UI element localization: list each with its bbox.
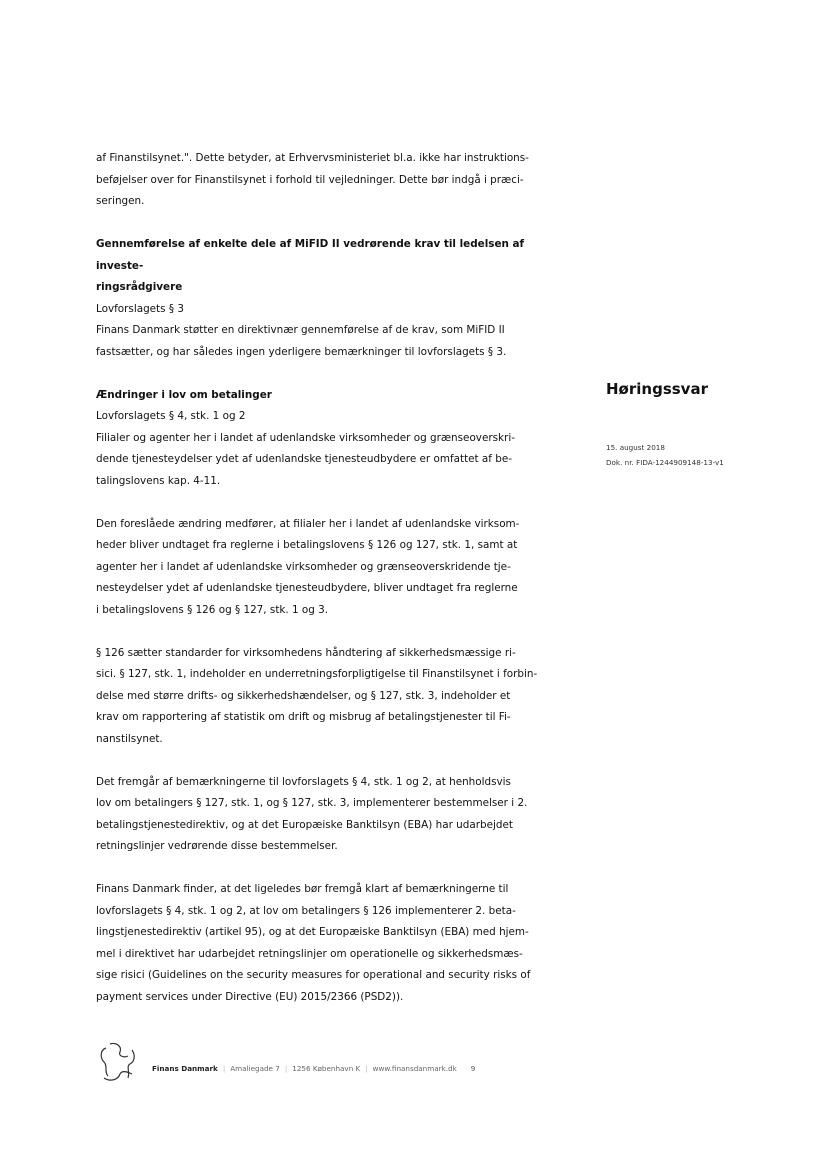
body-line: lovforslagets § 4, stk. 1 og 2, at lov om betalingers § 126 implementerer 2. beta- [96,904,516,917]
body-line: sige risici (Guidelines on the security measures for operational and security risks of [96,969,531,981]
footer-address: Amaliegade 7 [230,1064,280,1073]
body-line: heder bliver undtaget fra reglerne i betalingslovens § 126 og 127, stk. 1, samt at [96,539,518,551]
body-line: Den foreslåede ændring medfører, at filialer her i landet af udenlandske virksom- [96,517,520,530]
footer-city: 1256 København K [292,1064,361,1073]
body-line: retningslinjer vedrørende disse bestemmelser. [96,840,338,852]
body-line: Filialer og agenter her i landet af udenlandske virksomheder og grænseoverskri- [96,431,515,444]
body-line: seringen. [96,195,145,207]
body-line: sici. § 127, stk. 1, indeholder en underretningsforpligtigelse til Finanstilsynet i forbin- [96,668,538,680]
footer-separator: | [222,1064,226,1073]
body-line: lov om betalingers § 127, stk. 1, og § 127, stk. 3, implementerer bestemmelser i 2. [96,797,528,809]
section-reference-betalinger: Lovforslagets § 4, stk. 1 og 2 [96,410,246,422]
page-number: 9 [470,1064,476,1073]
body-line: Det fremgår af bemærkningerne til lovforslagets § 4, stk. 1 og 2, at henholdsvis [96,775,511,788]
section-heading-mifid: Gennemførelse af enkelte dele af MiFID II vedrørende krav til ledelsen af investe- [96,238,525,272]
body-line: § 126 sætter standarder for virksomhedens håndtering af sikkerhedsmæssige ri- [96,646,516,659]
body-line: lingstjenestedirektiv (artikel 95), og at det Europæiske Banktilsyn (EBA) med hjem- [96,926,529,938]
footer-website-link[interactable]: www.finansdanmark.dk [372,1064,457,1073]
body-line: krav om rapportering af statistik om drift og misbrug af betalingstjenester til Fi- [96,711,511,723]
main-content [96,148,548,1008]
section-heading-betalinger: Ændringer i lov om betalinger [96,388,272,401]
body-line: fastsætter, og har således ingen yderligere bemærkninger til lovforslagets § 3. [96,345,507,358]
body-line: talingslovens kap. 4-11. [96,474,221,487]
section-reference-mifid: Lovforslagets § 3 [96,302,184,315]
body-line: payment services under Directive (EU) 2015/2366 (PSD2)). [96,990,404,1003]
body-line: agenter her i landet af udenlandske virksomheder og grænseoverskridende tje- [96,560,511,573]
section-heading-mifid: ringsrådgivere [96,281,183,293]
body-line: nanstilsynet. [96,732,163,745]
finans-danmark-logo-icon [96,1040,140,1084]
body-line: dende tjenesteydelser ydet af udenlandske tjenesteudbydere er omfattet af be- [96,453,512,465]
page-footer [96,1040,576,1094]
document-type-title: Høringssvar [606,380,708,398]
body-line: Finans Danmark støtter en direktivnær gennemførelse af de krav, som MiFID II [96,324,505,336]
body-line: Finans Danmark finder, at det ligeledes bør fremgå klart af bemærkningerne til [96,883,509,895]
document-number: Dok. nr. FIDA-1244909148-13-v1 [606,458,724,467]
footer-contact-line [152,1064,475,1073]
body-line: betalingstjenestedirektiv, og at det Europæiske Banktilsyn (EBA) har udarbejdet [96,818,513,831]
body-line: af Finanstilsynet.". Dette betyder, at Erhvervsministeriet bl.a. ikke har instruktions- [96,152,529,164]
footer-separator: | [284,1064,288,1073]
body-line: i betalingslovens § 126 og § 127, stk. 1 og 3. [96,603,329,616]
body-line: delse med større drifts- og sikkerhedshændelser, og § 127, stk. 3, indeholder et [96,689,511,702]
body-line: mel i direktivet har udarbejdet retningslinjer om operationelle og sikkerhedsmæs- [96,947,523,960]
footer-brand: Finans Danmark [152,1064,218,1073]
footer-separator: | [365,1064,368,1073]
body-line: beføjelser over for Finanstilsynet i forhold til vejledninger. Dette bør indgå i præci- [96,173,524,186]
document-date: 15. august 2018 [606,443,665,452]
body-line: nesteydelser ydet af udenlandske tjenesteudbydere, bliver undtaget fra reglerne [96,582,518,594]
